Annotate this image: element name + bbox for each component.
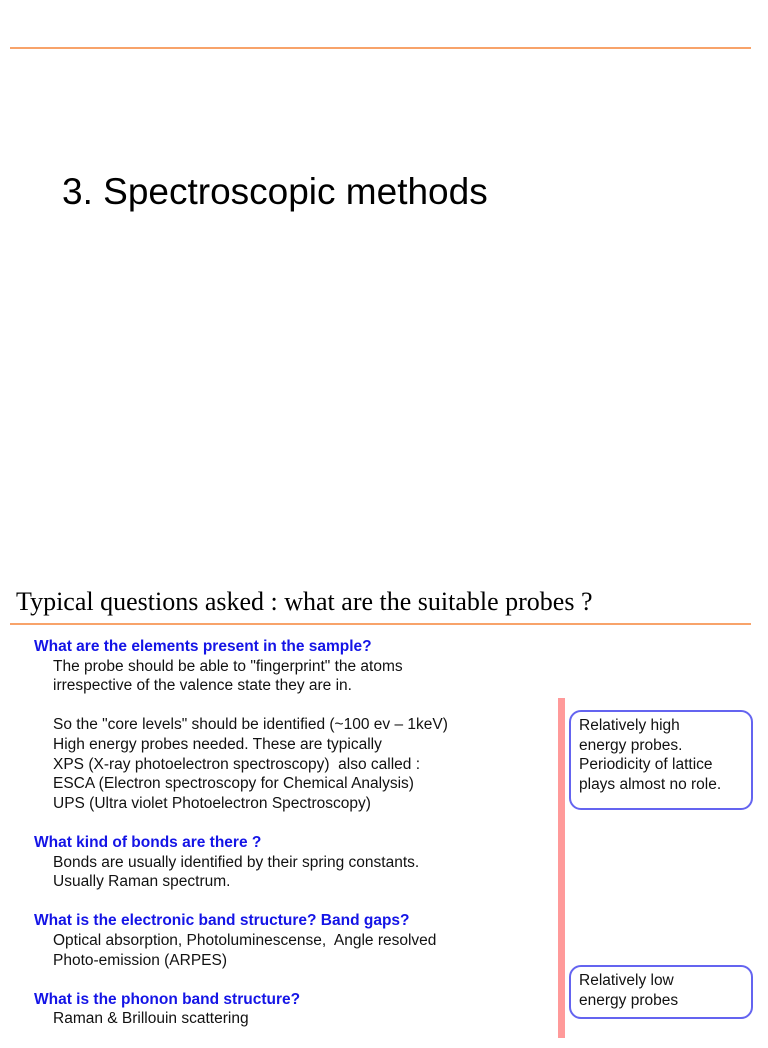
callout-low-energy	[569, 965, 753, 1019]
callout-high-energy	[569, 710, 753, 810]
callout-line: plays almost no role.	[579, 775, 722, 793]
answer-line: The probe should be able to "fingerprint" the atoms	[53, 657, 403, 675]
slide-title-heading: 3. Spectroscopic methods	[62, 171, 488, 212]
answer-line: High energy probes needed. These are typically	[53, 735, 382, 753]
answer-line: Raman & Brillouin scattering	[53, 1010, 249, 1028]
question-list	[34, 637, 554, 1048]
slide-heading: Typical questions asked : what are the suitable probes ?	[16, 587, 593, 616]
callout-line: Relatively high	[579, 717, 680, 734]
answer-line: XPS (X-ray photoelectron spectroscopy) also called :	[53, 755, 421, 773]
answer-line	[34, 696, 554, 716]
answer-line: irrespective of the valence state they are in.	[53, 677, 352, 695]
question-section	[34, 637, 554, 813]
callout-line: Relatively low	[579, 972, 674, 989]
answer-line: Optical absorption, Photoluminescense, Angle resolved	[53, 931, 437, 949]
question-section	[34, 833, 554, 892]
question-heading: What is the phonon band structure?	[34, 990, 301, 1008]
callout-line: Periodicity of lattice	[579, 756, 713, 774]
question-heading: What are the elements present in the sample?	[34, 638, 372, 655]
answer-line: ESCA (Electron spectroscopy for Chemical Analysis)	[53, 775, 414, 793]
answer-line: Bonds are usually identified by their spring constants.	[53, 853, 420, 871]
answer-line: UPS (Ultra violet Photoelectron Spectroscopy)	[53, 794, 371, 812]
callout-line: energy probes	[579, 991, 679, 1009]
question-section	[34, 911, 554, 970]
heading-rule	[10, 623, 751, 625]
answer-line: So the "core levels" should be identified (~100 ev – 1keV)	[53, 716, 448, 734]
question-heading: What kind of bonds are there ?	[34, 833, 262, 851]
question-section	[34, 990, 554, 1029]
question-heading: What is the electronic band structure? Band gaps?	[34, 912, 410, 930]
answer-line: Photo-emission (ARPES)	[53, 951, 228, 969]
answer-line: Usually Raman spectrum.	[53, 873, 231, 891]
bracket-bar	[558, 698, 565, 1038]
callout-line: energy probes.	[579, 736, 683, 754]
slide-questions	[0, 560, 768, 1028]
header-rule	[10, 47, 751, 49]
